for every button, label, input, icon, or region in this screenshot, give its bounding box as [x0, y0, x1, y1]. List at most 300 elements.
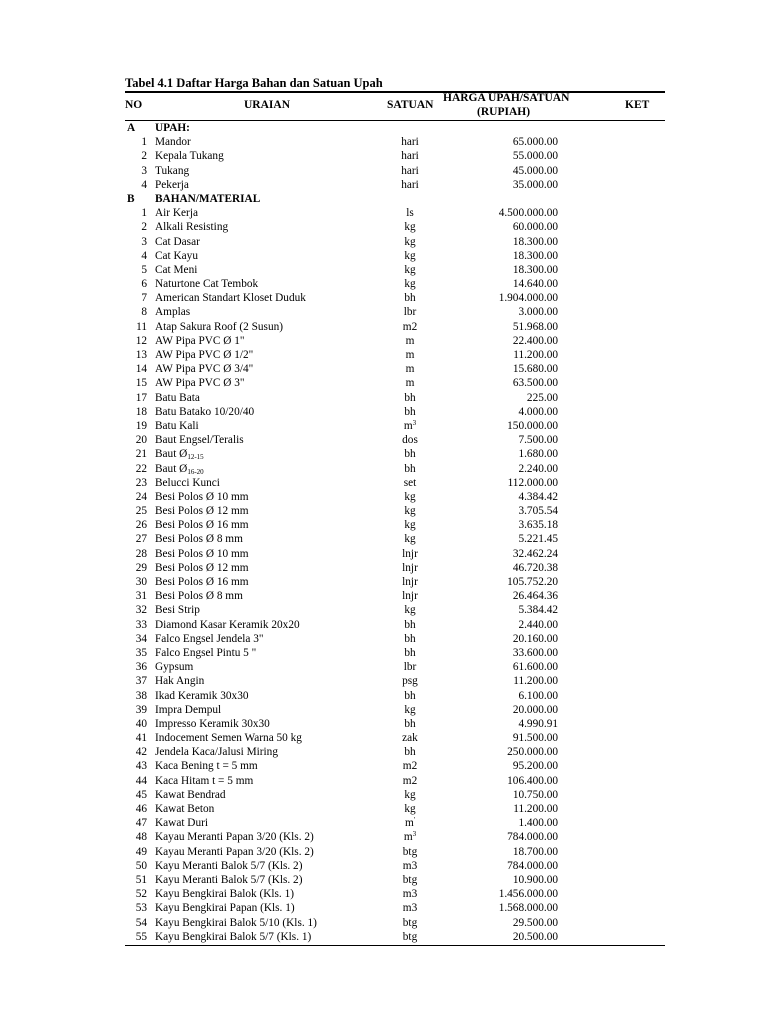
table-row [125, 603, 665, 617]
row-number: 13 [135, 349, 147, 361]
table-row [125, 901, 665, 915]
row-harga: 1.456.000.00 [498, 888, 558, 901]
row-number: 4 [141, 249, 147, 262]
row-harga: 32.462.24 [512, 547, 558, 560]
row-satuan: btg [402, 916, 418, 929]
table-row [125, 575, 665, 589]
row-number: 53 [135, 902, 147, 915]
header-satuan: SATUAN [387, 99, 434, 111]
row-number: 54 [135, 916, 147, 929]
header-no: NO [125, 99, 143, 111]
row-number: 40 [135, 717, 147, 730]
row-number: 43 [135, 760, 147, 773]
row-number: 52 [135, 888, 147, 901]
table-row [125, 646, 665, 660]
row-harga: 95.200.00 [512, 760, 558, 773]
table-row [125, 518, 665, 532]
row-number: 34 [135, 632, 147, 645]
row-satuan: hari [401, 164, 419, 177]
row-harga: 1.400.00 [518, 817, 558, 830]
row-number: 50 [135, 859, 147, 872]
row-satuan: hari [401, 150, 419, 163]
section-row [125, 121, 665, 135]
row-uraian: Mandor [155, 136, 191, 149]
table-header [125, 92, 665, 120]
table-row [125, 717, 665, 731]
row-number: 51 [135, 873, 147, 886]
table-row [125, 845, 665, 859]
row-harga: 1.680.00 [518, 448, 558, 461]
row-harga: 112.000.00 [507, 476, 558, 489]
row-number: 14 [135, 363, 147, 376]
table-row [125, 674, 665, 688]
row-uraian: Atap Sakura Roof (2 Susun) [155, 320, 284, 333]
row-uraian: Besi Polos Ø 16 mm [155, 576, 249, 588]
table-row [125, 433, 665, 447]
row-number: 37 [135, 675, 147, 688]
table-row [125, 660, 665, 674]
row-number: 55 [135, 930, 147, 943]
row-number: 4 [141, 178, 147, 191]
row-satuan: bh [404, 448, 416, 461]
row-number: 48 [135, 831, 147, 844]
row-uraian: Kayau Meranti Papan 3/20 (Kls. 2) [155, 831, 314, 844]
row-satuan: set [403, 476, 417, 489]
row-harga: 1.904.000.00 [498, 292, 558, 305]
row-uraian: Indocement Semen Warna 50 kg [155, 732, 302, 745]
row-harga: 63.500.00 [512, 377, 558, 390]
table-row [125, 774, 665, 788]
table-row [125, 220, 665, 234]
row-uraian: Batu Batako 10/20/40 [155, 405, 255, 418]
row-number: 8 [141, 306, 147, 319]
table-row [125, 419, 665, 433]
row-uraian: Kayu Bengkirai Balok (Kls. 1) [155, 888, 294, 901]
row-number: 32 [135, 604, 147, 617]
row-satuan: lnjr [402, 561, 418, 574]
row-uraian: Falco Engsel Jendela 3" [155, 632, 264, 645]
row-harga: 1.568.000.00 [498, 902, 558, 915]
row-uraian: Batu Bata [155, 391, 200, 404]
row-uraian: Impresso Keramik 30x30 [155, 717, 270, 730]
satuan-superscript: ' [413, 816, 416, 825]
table-row [125, 235, 665, 249]
row-satuan: lbr [403, 661, 417, 674]
table-row [125, 504, 665, 518]
row-number: 49 [135, 845, 147, 858]
table-bottom-rule [125, 945, 665, 946]
row-harga: 18.300.00 [512, 235, 558, 248]
row-harga: 22.400.00 [512, 334, 558, 347]
row-uraian: Kawat Duri [155, 817, 209, 830]
row-harga: 3.635.18 [518, 519, 558, 532]
row-satuan: kg [404, 235, 416, 248]
row-uraian: Kayau Meranti Papan 3/20 (Kls. 2) [155, 845, 314, 858]
row-uraian: Batu Kali [155, 419, 199, 432]
row-harga: 2.440.00 [518, 618, 558, 631]
row-satuan: lbr [403, 306, 417, 319]
row-satuan: dos [402, 434, 418, 447]
row-satuan: bh [404, 292, 416, 305]
row-harga: 3.000.00 [518, 306, 558, 319]
row-satuan: bh [404, 646, 416, 659]
row-satuan: m3 [402, 902, 418, 915]
row-uraian: AW Pipa PVC Ø 3/4" [155, 363, 254, 376]
row-number: 19 [135, 419, 147, 432]
row-number: 27 [135, 533, 147, 546]
table-row [125, 277, 665, 291]
row-uraian: Air Kerja [155, 207, 198, 220]
row-number: 38 [135, 689, 147, 702]
row-number: 3 [141, 164, 147, 177]
row-satuan: kg [404, 803, 416, 815]
row-uraian: BAHAN/MATERIAL [155, 192, 261, 205]
row-uraian: Tukang [155, 164, 190, 177]
row-uraian: Gypsum [155, 661, 194, 674]
row-harga: 46.720.38 [512, 561, 558, 574]
row-uraian: Besi Polos Ø 8 mm [155, 533, 243, 546]
row-uraian: Cat Kayu [155, 249, 198, 262]
row-harga: 225.00 [526, 391, 558, 404]
table-row [125, 816, 665, 830]
table-row [125, 759, 665, 773]
header-ket: KET [625, 99, 650, 111]
table-row [125, 930, 665, 944]
row-satuan: kg [404, 490, 416, 503]
row-uraian: Hak Angin [155, 675, 205, 688]
table-row [125, 376, 665, 390]
row-number: 33 [135, 618, 147, 631]
row-satuan: m3 [402, 888, 418, 901]
row-uraian: Alkali Resisting [155, 221, 229, 234]
row-satuan: bh [404, 717, 416, 730]
row-harga: 5.221.45 [518, 533, 558, 546]
table-row [125, 391, 665, 405]
row-satuan: bh [404, 746, 416, 759]
row-satuan: kg [404, 533, 416, 546]
row-satuan: kg [404, 263, 416, 276]
row-number: 44 [135, 774, 147, 787]
row-harga: 26.464.36 [512, 590, 558, 603]
table-row [125, 362, 665, 376]
row-harga: 10.750.00 [512, 788, 558, 801]
row-harga: 15.680.00 [512, 363, 558, 376]
row-uraian: Besi Polos Ø 10 mm [155, 490, 249, 503]
table-row [125, 589, 665, 603]
table-row [125, 873, 665, 887]
table-row [125, 745, 665, 759]
row-uraian: Besi Strip [155, 604, 200, 617]
row-uraian: Kayu Bengkirai Balok 5/7 (Kls. 1) [155, 930, 312, 943]
table-row [125, 830, 665, 844]
row-harga: 2.240.00 [518, 462, 558, 475]
row-uraian: Cat Dasar [155, 235, 200, 248]
table-row [125, 178, 665, 192]
table-row [125, 689, 665, 703]
row-satuan: hari [401, 136, 419, 149]
table-row [125, 703, 665, 717]
table-row [125, 249, 665, 263]
row-harga: 150.000.00 [507, 419, 558, 432]
table-row [125, 320, 665, 334]
row-harga: 784.000.00 [507, 859, 558, 872]
row-satuan: m2 [402, 320, 418, 333]
row-satuan: m [405, 377, 415, 390]
row-harga: 20.000.00 [512, 703, 558, 716]
row-harga: 20.160.00 [512, 632, 558, 645]
table-row [125, 206, 665, 220]
row-harga: 18.700.00 [512, 845, 558, 858]
section-letter: A [127, 122, 136, 134]
row-harga: 5.384.42 [518, 604, 558, 617]
satuan-superscript: 3 [412, 830, 417, 839]
row-harga: 6.100.00 [518, 689, 558, 702]
row-number: 2 [141, 221, 147, 234]
row-satuan: btg [402, 930, 418, 943]
row-uraian: AW Pipa PVC Ø 3" [155, 377, 245, 390]
table-row [125, 149, 665, 163]
row-satuan: bh [404, 618, 416, 631]
row-uraian: Baut $Ø_{12-15}$ [155, 448, 204, 462]
table-row [125, 447, 665, 461]
row-number: 24 [135, 490, 147, 503]
row-satuan: $m^3$ [403, 418, 417, 432]
row-harga: 4.500.000.00 [498, 207, 558, 220]
row-uraian: Kepala Tukang [155, 150, 224, 163]
row-harga: 4.990.91 [518, 717, 558, 730]
row-number: 36 [135, 661, 147, 674]
row-harga: 65.000.00 [512, 136, 558, 149]
table-row [125, 788, 665, 802]
row-satuan: bh [404, 632, 416, 645]
table-row [125, 859, 665, 873]
row-satuan: psg [402, 675, 418, 688]
row-uraian: Besi Polos Ø 16 mm [155, 519, 249, 532]
row-uraian: Kayu Meranti Balok 5/7 (Kls. 2) [155, 873, 303, 886]
row-harga: 55.000.00 [512, 150, 558, 163]
row-number: 45 [135, 788, 147, 801]
table-title: Tabel 4.1 Daftar Harga Bahan dan Satuan Upah [125, 76, 383, 90]
row-number: 20 [135, 434, 147, 447]
row-uraian: American Standart Kloset Duduk [155, 292, 306, 305]
row-harga: 10.900.00 [512, 873, 558, 886]
row-number: 18 [135, 405, 147, 418]
row-uraian: Kaca Bening t = 5 mm [155, 760, 258, 773]
row-satuan: ls [406, 207, 414, 220]
section-row [125, 192, 665, 206]
row-uraian: Kaca Hitam t = 5 mm [155, 774, 254, 787]
section-letter: B [127, 192, 135, 205]
row-satuan: lnjr [402, 590, 418, 603]
row-satuan: kg [404, 249, 416, 262]
row-harga: 11.200.00 [513, 803, 558, 815]
row-satuan: bh [404, 405, 416, 418]
row-satuan: kg [404, 221, 416, 234]
row-satuan: m3 [402, 859, 418, 872]
row-number: 6 [141, 278, 147, 291]
row-harga: 4.384.42 [518, 490, 558, 503]
row-harga: 7.500.00 [518, 434, 558, 447]
row-satuan: m [405, 349, 415, 361]
row-satuan: btg [402, 873, 418, 886]
table-row [125, 135, 665, 149]
row-number: 7 [141, 292, 147, 305]
row-satuan: bh [404, 689, 416, 702]
row-harga: 35.000.00 [512, 178, 558, 191]
row-uraian: Besi Polos Ø 8 mm [155, 590, 243, 603]
row-satuan: m [405, 363, 415, 376]
row-number: 1 [141, 136, 147, 149]
row-number: 2 [141, 150, 147, 163]
row-uraian: AW Pipa PVC Ø 1" [155, 334, 245, 347]
row-number: 46 [135, 803, 147, 815]
row-satuan: kg [404, 788, 416, 801]
row-harga: 784.000.00 [507, 831, 558, 844]
table-body [125, 121, 665, 944]
row-uraian: Impra Dempul [155, 703, 222, 716]
row-uraian: AW Pipa PVC Ø 1/2" [155, 349, 254, 361]
row-uraian: Kayu Meranti Balok 5/7 (Kls. 2) [155, 859, 303, 872]
row-uraian: Ikad Keramik 30x30 [155, 689, 249, 702]
row-harga: 29.500.00 [512, 916, 558, 929]
row-number: 5 [141, 263, 147, 276]
row-number: 21 [135, 448, 147, 461]
row-satuan: m2 [402, 774, 418, 787]
row-uraian: Falco Engsel Pintu 5 " [155, 646, 257, 659]
row-satuan: m2 [402, 760, 418, 773]
row-harga: 18.300.00 [512, 263, 558, 276]
row-harga: 51.968.00 [512, 320, 558, 333]
table-row [125, 916, 665, 930]
table-row [125, 476, 665, 490]
row-harga: 18.300.00 [512, 249, 558, 262]
row-number: 25 [135, 505, 147, 518]
row-uraian: Besi Polos Ø 12 mm [155, 505, 249, 518]
row-harga: 33.600.00 [512, 646, 558, 659]
row-uraian: Baut Engsel/Teralis [155, 434, 244, 447]
row-harga: 11.200.00 [513, 675, 558, 688]
row-harga: 11.200.00 [513, 349, 558, 361]
row-uraian: Kawat Beton [155, 803, 215, 815]
row-harga: 250.000.00 [507, 746, 558, 759]
row-satuan: kg [404, 519, 416, 532]
row-satuan: bh [404, 391, 416, 404]
row-satuan: lnjr [402, 547, 418, 560]
table-row [125, 334, 665, 348]
row-number: 31 [135, 590, 147, 603]
row-harga: 4.000.00 [518, 405, 558, 418]
row-harga: 61.600.00 [512, 661, 558, 674]
row-uraian: Jendela Kaca/Jalusi Miring [155, 746, 278, 759]
row-satuan: $m^3$ [403, 830, 417, 844]
row-satuan: btg [402, 845, 418, 858]
satuan-superscript: 3 [412, 418, 417, 427]
table-row [125, 164, 665, 178]
row-satuan: lnjr [402, 576, 418, 588]
row-number: 1 [141, 207, 147, 220]
row-uraian: UPAH: [155, 122, 190, 134]
header-uraian: URAIAN [244, 99, 290, 111]
row-harga: 3.705.54 [518, 505, 558, 518]
row-harga: 14.640.00 [512, 278, 558, 291]
table-row [125, 887, 665, 901]
table-row [125, 547, 665, 561]
row-satuan: hari [401, 178, 419, 191]
row-satuan: m' [404, 816, 416, 830]
row-harga: 60.000.00 [512, 221, 558, 234]
row-number: 28 [135, 547, 147, 560]
table-row [125, 802, 665, 816]
header-harga-line2: (RUPIAH) [477, 106, 531, 118]
row-satuan: kg [404, 278, 416, 291]
row-satuan: bh [404, 462, 416, 475]
row-harga: 20.500.00 [512, 930, 558, 943]
row-uraian: Diamond Kasar Keramik 20x20 [155, 618, 300, 631]
table-row [125, 263, 665, 277]
row-number: 39 [135, 703, 147, 716]
table-row [125, 532, 665, 546]
row-harga: 105.752.20 [507, 576, 558, 588]
row-number: 11 [136, 320, 147, 333]
table-row [125, 348, 665, 362]
row-uraian: Belucci Kunci [155, 476, 220, 489]
row-number: 30 [135, 576, 147, 588]
row-number: 26 [135, 519, 147, 532]
table-row [125, 462, 665, 476]
header-harga-line1: HARGA UPAH/SATUAN [443, 92, 570, 104]
row-uraian: Kayu Bengkirai Balok 5/10 (Kls. 1) [155, 916, 317, 929]
table-row [125, 731, 665, 745]
row-satuan: zak [402, 732, 418, 745]
row-satuan: kg [404, 505, 416, 518]
table-row [125, 561, 665, 575]
table-row [125, 618, 665, 632]
row-satuan: m [405, 334, 415, 347]
row-number: 22 [135, 462, 147, 475]
row-uraian: Besi Polos Ø 12 mm [155, 561, 249, 574]
row-uraian: Naturtone Cat Tembok [155, 278, 259, 291]
uraian-subscript: 12-15 [187, 453, 204, 462]
row-uraian: Kawat Bendrad [155, 788, 226, 801]
row-number: 41 [135, 732, 147, 745]
row-number: 17 [135, 391, 147, 404]
table-row [125, 490, 665, 504]
table-row [125, 632, 665, 646]
row-uraian: Baut $Ø_{16-20}$ [155, 462, 204, 476]
row-number: 29 [135, 561, 147, 574]
table-row [125, 405, 665, 419]
row-satuan: kg [404, 703, 416, 716]
row-harga: 45.000.00 [512, 164, 558, 177]
row-uraian: Kayu Bengkirai Papan (Kls. 1) [155, 902, 295, 915]
row-harga: 106.400.00 [507, 774, 558, 787]
row-number: 42 [135, 746, 147, 759]
row-number: 35 [135, 646, 147, 659]
row-number: 3 [141, 235, 147, 248]
table-row [125, 291, 665, 305]
row-uraian: Besi Polos Ø 10 mm [155, 547, 249, 560]
row-uraian: Amplas [155, 306, 191, 319]
row-harga: 91.500.00 [512, 732, 558, 745]
row-number: 23 [135, 476, 147, 489]
row-satuan: kg [404, 604, 416, 617]
row-uraian: Pekerja [155, 178, 189, 191]
row-number: 12 [135, 334, 147, 347]
row-uraian: Cat Meni [155, 263, 198, 276]
table-row [125, 305, 665, 319]
row-number: 15 [135, 377, 147, 390]
uraian-subscript: 16-20 [187, 467, 204, 476]
